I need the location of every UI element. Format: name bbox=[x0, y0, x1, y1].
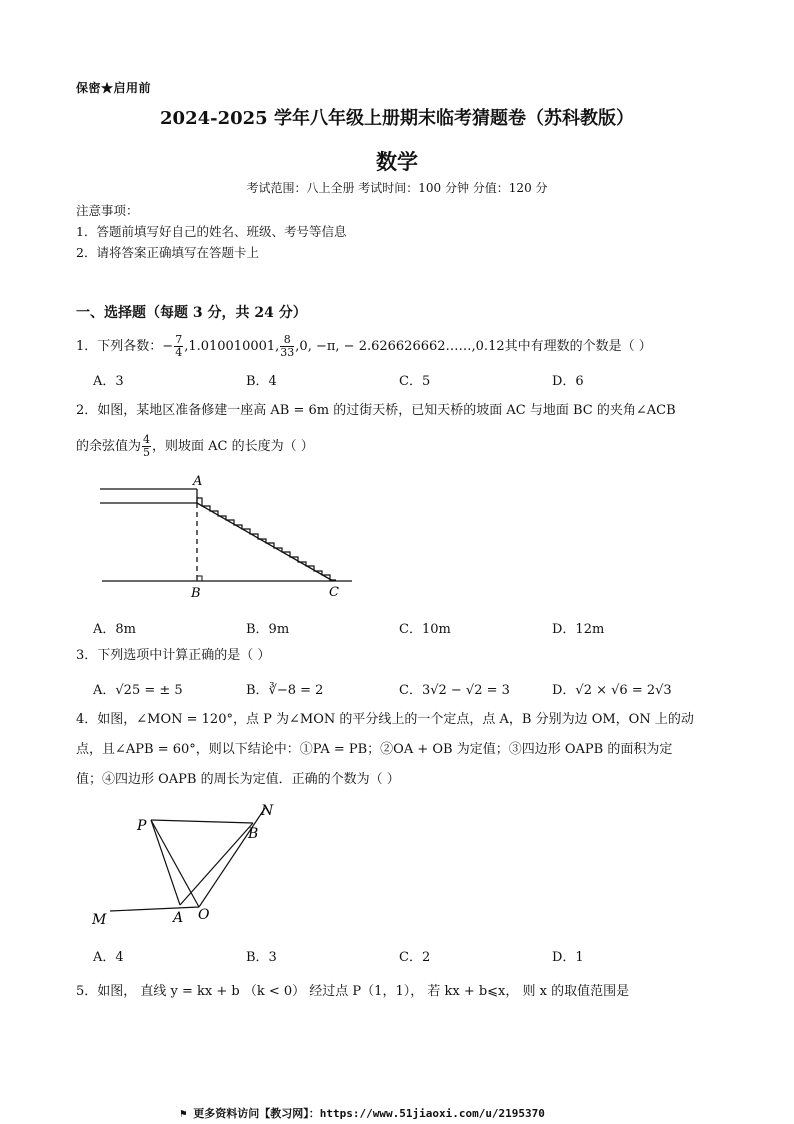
fraction bbox=[280, 334, 294, 359]
footer-link[interactable] bbox=[180, 1105, 545, 1121]
q2-option-a: A．8m bbox=[93, 622, 136, 637]
q2-option-b: B．9m bbox=[246, 622, 290, 637]
notes-heading: 注意事项： bbox=[76, 203, 139, 218]
flag-icon: ⚑ bbox=[180, 1107, 194, 1120]
q2-option-c: C．10m bbox=[399, 622, 451, 637]
label-c: C bbox=[329, 585, 339, 600]
fraction-den: 4 bbox=[175, 346, 183, 359]
label-n: N bbox=[261, 803, 274, 819]
question-4-line: 点，且∠APB = 60°，则以下结论中：①PA = PB；②OA + OB 为定值；③四边形 OAPB 的面积为定 bbox=[76, 742, 673, 757]
fraction-num: 8 bbox=[280, 334, 294, 347]
question-2-line: 2．如图，某地区准备修建一座高 AB = 6m 的过街天桥，已知天桥的坡面 AC 与地面 BC 的夹角∠ACB bbox=[76, 403, 676, 418]
fraction-den: 33 bbox=[280, 346, 295, 359]
q3-option-b: B．∛−8 = 2 bbox=[246, 683, 324, 698]
question-4-line: 值；④四边形 OAPB 的周长为定值．正确的个数为（ ） bbox=[76, 772, 400, 787]
q1-mid: ,1.010010001, bbox=[184, 339, 280, 354]
label-p: P bbox=[137, 818, 147, 834]
q1-neg: − bbox=[162, 339, 174, 354]
fraction bbox=[142, 434, 151, 459]
q2-post: ，则坡面 AC 的长度为（ ） bbox=[152, 439, 314, 454]
q1-option-a: A．3 bbox=[93, 374, 124, 389]
q4-option-d: D．1 bbox=[552, 950, 584, 965]
q1-suffix: 其中有理数的个数是（ ） bbox=[504, 339, 652, 354]
label-b: B bbox=[191, 586, 201, 601]
q2-option-d: D．12m bbox=[552, 622, 605, 637]
footer-text[interactable]: 更多资料访问【教习网】：https://www.51jiaoxi.com/u/2195370 bbox=[193, 1107, 545, 1120]
question-1-stem bbox=[76, 334, 652, 359]
q3-option-d: D．√2 × √6 = 2√3 bbox=[552, 683, 672, 698]
label-a: A bbox=[173, 910, 184, 926]
question-2-line bbox=[76, 434, 314, 459]
exam-title: 2024-2025 学年八年级上册期末临考猜题卷（苏科教版） bbox=[160, 108, 634, 129]
confidential-stamp: 保密★启用前 bbox=[76, 81, 152, 95]
section-heading: 一、选择题（每题 3 分，共 24 分） bbox=[76, 305, 307, 321]
bridge-diagram bbox=[90, 472, 360, 602]
angle-diagram bbox=[85, 798, 295, 933]
subject-title: 数学 bbox=[376, 149, 418, 174]
question-3-stem: 3．下列选项中计算正确的是（ ） bbox=[76, 648, 271, 663]
fraction-den: 5 bbox=[143, 446, 151, 459]
q1-mid: ,0, −π, − 2.626626662……,0.12 bbox=[295, 339, 505, 354]
note-item: 1．答题前填写好自己的姓名、班级、考号等信息 bbox=[76, 224, 347, 239]
label-o: O bbox=[198, 907, 210, 923]
q1-option-b: B．4 bbox=[246, 374, 277, 389]
q3-option-c: C．3√2 − √2 = 3 bbox=[399, 683, 510, 698]
q2-pre: 的余弦值为 bbox=[76, 439, 142, 454]
label-b: B bbox=[248, 826, 259, 842]
q4-option-c: C．2 bbox=[399, 950, 431, 965]
q1-option-d: D．6 bbox=[552, 374, 584, 389]
fraction-num: 4 bbox=[143, 433, 151, 446]
label-m: M bbox=[92, 912, 107, 928]
fraction bbox=[174, 334, 183, 359]
note-item: 2．请将答案正确填写在答题卡上 bbox=[76, 245, 259, 260]
q4-option-b: B．3 bbox=[246, 950, 277, 965]
fraction-num: 7 bbox=[175, 333, 183, 346]
question-5-stem: 5．如图， 直线 y = kx + b （k < 0） 经过点 P（1，1）， 若 kx + b⩽x， 则 x 的取值范围是 bbox=[76, 984, 630, 999]
question-4-line: 4．如图，∠MON = 120°，点 P 为∠MON 的平分线上的一个定点，点 A，B 分别为边 OM，ON 上的动 bbox=[76, 712, 694, 727]
exam-meta: 考试范围：八上全册 考试时间：100 分钟 分值：120 分 bbox=[246, 181, 548, 195]
q1-prefix: 1．下列各数： bbox=[76, 339, 163, 354]
label-a: A bbox=[193, 474, 203, 489]
q3-option-a: A．√25 = ± 5 bbox=[93, 683, 183, 698]
q4-option-a: A．4 bbox=[93, 950, 124, 965]
q1-option-c: C．5 bbox=[399, 374, 431, 389]
